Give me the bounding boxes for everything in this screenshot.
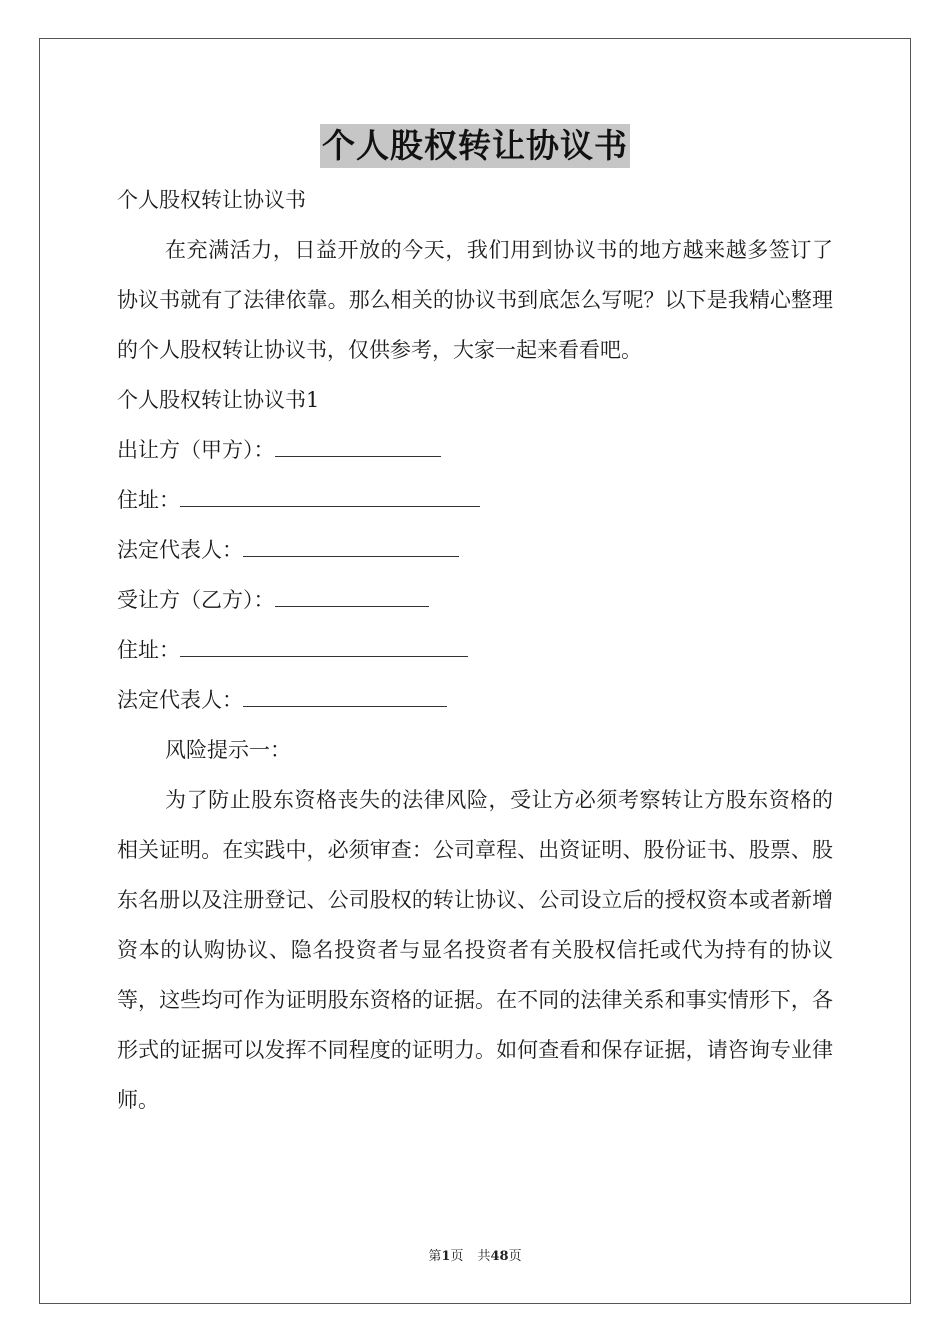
document-subtitle: 个人股权转让协议书	[117, 188, 306, 212]
fill-in-blank[interactable]	[243, 688, 447, 707]
field-transferor	[117, 425, 833, 475]
intro-paragraph: 在充满活力，日益开放的今天，我们用到协议书的地方越来越多签订了协议书就有了法律依靠。那么相关的协议书到底怎么写呢？以下是我精心整理的个人股权转让协议书，仅供参考，大家一起来看看吧。	[117, 238, 833, 362]
total-suffix: 页	[508, 1249, 522, 1264]
field-label: 出让方（甲方）：	[117, 438, 275, 462]
field-transferor-address	[117, 475, 833, 525]
fill-in-blank[interactable]	[180, 638, 468, 657]
field-transferor-representative	[117, 525, 833, 575]
page-prefix: 第	[428, 1249, 442, 1264]
risk-heading: 风险提示一：	[165, 738, 291, 762]
section-heading: 个人股权转让协议书1	[117, 388, 320, 412]
field-label: 法定代表人：	[117, 688, 243, 712]
field-label: 法定代表人：	[117, 538, 243, 562]
document-title: 个人股权转让协议书	[320, 124, 630, 168]
field-transferee-representative	[117, 675, 833, 725]
page-number: 1	[441, 1249, 451, 1264]
fill-in-blank[interactable]	[275, 588, 429, 607]
field-label: 住址：	[117, 638, 180, 662]
total-pages: 48	[490, 1249, 509, 1264]
page-suffix: 页	[450, 1249, 464, 1264]
total-prefix: 共	[477, 1249, 491, 1264]
field-label: 住址：	[117, 488, 180, 512]
fill-in-blank[interactable]	[243, 538, 459, 557]
fill-in-blank[interactable]	[180, 488, 480, 507]
field-transferee	[117, 575, 833, 625]
field-transferee-address	[117, 625, 833, 675]
fill-in-blank[interactable]	[275, 438, 441, 457]
page-footer	[0, 1245, 950, 1264]
field-label: 受让方（乙方）：	[117, 588, 275, 612]
risk-paragraph: 为了防止股东资格丧失的法律风险，受让方必须考察转让方股东资格的相关证明。在实践中，必须审查：公司章程、出资证明、股份证书、股票、股东名册以及注册登记、公司股权的转让协议、公司设立后的授权资本或者新增资本的认购协议、隐名投资者与显名投资者有关股权信托或代为持有的协议等，这些均可作为证明股东资格的证据。在不同的法律关系和事实情形下，各形式的证据可以发挥不同程度的证明力。如何查看和保存证据，请咨询专业律师。	[117, 788, 833, 1112]
document-body	[117, 175, 833, 1125]
title-area	[0, 124, 950, 168]
